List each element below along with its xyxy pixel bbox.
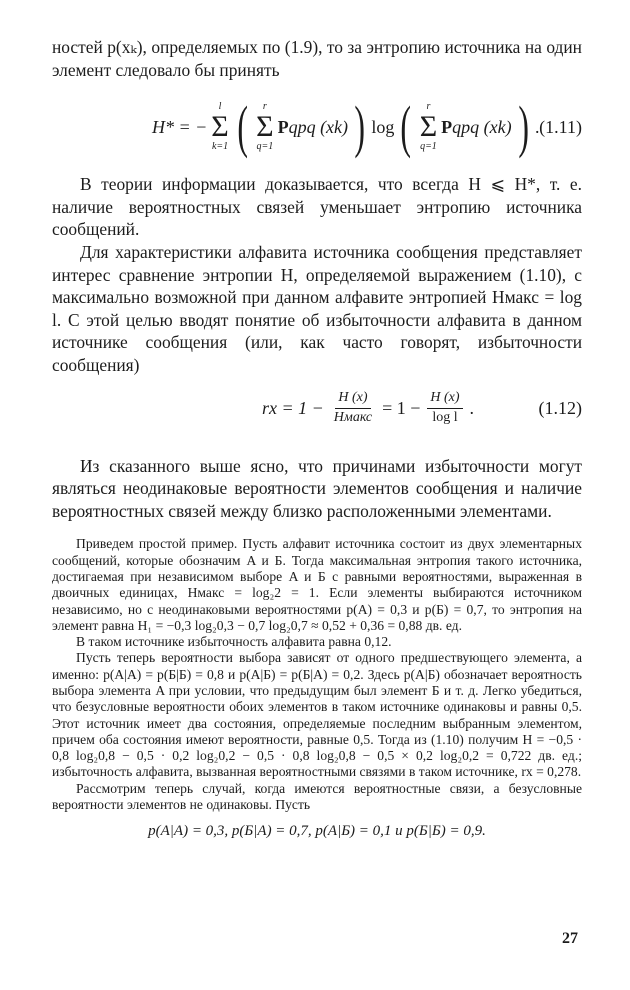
outer-sum-bottom: k=1 (211, 141, 229, 153)
paren-open: ( (400, 94, 412, 160)
formula-end: . (469, 398, 475, 419)
fraction-2 (427, 390, 462, 427)
term-2: Pqpq (xk) (441, 116, 512, 137)
example-paragraph-2: В таком источнике избыточность алфавита равна 0,12. (76, 634, 392, 650)
paren-close: ) (354, 94, 366, 160)
paren-close: ) (517, 94, 529, 160)
inner-sum-top: r (262, 101, 267, 113)
inner-sum-top: r (426, 101, 431, 113)
paragraph-entropy-inequality: В теории информации доказывается, что всегда H ⩽ H*, т. е. наличие вероятностных связей уменьшает энтропию источника сообщений. (52, 174, 582, 240)
page-number: 27 (562, 930, 578, 947)
example-block (52, 536, 582, 840)
equation-number: (1.12) (538, 398, 582, 419)
outer-sum (211, 102, 228, 152)
fraction-numerator: H (x) (335, 390, 370, 409)
formula-lhs: rx = 1 − (262, 398, 324, 419)
sigma-symbol: Σ (419, 110, 438, 144)
formula-1-11: H* = − l Σ k=1 ( r Σ q=1 Pqpq (xk) ) log ( r Σ q=1 Pqpq (xk) ) . (1.11) (152, 94, 582, 160)
fraction-numerator: H (x) (427, 390, 462, 409)
outer-sum-top: l (218, 101, 222, 113)
formula-1-12 (52, 377, 582, 441)
inner-sum-1 (256, 102, 273, 152)
probabilities-line: p(A|A) = 0,3, p(Б|A) = 0,7, p(A|Б) = 0,1 и p(Б|Б) = 0,9. (148, 823, 486, 840)
fraction-denominator: log l (432, 410, 458, 426)
page-content (52, 36, 582, 840)
fraction-1 (331, 390, 375, 427)
equation-number: (1.11) (539, 116, 582, 137)
sigma-symbol: Σ (256, 110, 274, 144)
formula-mid: = 1 − (382, 398, 421, 419)
fraction-denominator: Hмакс (333, 410, 373, 426)
log-label: log (371, 116, 395, 137)
term-1: Pqpq (xk) (277, 116, 349, 137)
formula-lhs: H* = − (152, 116, 208, 137)
inner-sum-bottom: q=1 (420, 141, 437, 153)
inner-sum-bottom: q=1 (256, 141, 274, 153)
example-paragraph-4: Рассмотрим теперь случай, когда имеются вероятностные связи, а безусловные вероятности элементов не одинаковы. Пусть (52, 780, 582, 813)
example-paragraph-3: Пусть теперь вероятности выбора зависят от одного предшествующего элемента, а именно: p(A|A) = p(Б|Б) = 0,8 и p(A|Б) = p(Б|A) = 0,2. Здесь p(A|Б) обозначает вероятность выбора элемента A при условии, что предыдущим был элемент Б и т. д. Легко убедиться, что безусловные вероятности обоих элементов в таком источнике одинаковы и равны 0,5. Этот источник имеет два состояния, определяемые последним выбранным элементом, причем оба состояния имеют вероятности, равные 0,5. Тогда из (1.10) получим H = −0,5 · 0,8 log₂0,8 − 0,5 · 0,2 log₂0,2 − 0,5 · 0,8 log₂0,8 − 0,5 × 0,2 log₂0,2 = 0,722 дв. ед.; избыточность алфавита, вызванная вероятностными связями в таком источнике, rx = 0,278. (52, 650, 582, 780)
paren-open: ( (237, 94, 248, 160)
paragraph-alphabet-redundancy: Для характеристики алфавита источника сообщения представляет интерес сравнение энтропии H, определяемой выражением (1.10), с максимально возможной при данном алфавите энтропией Hмакс = log l. С этой целью вводят понятие об избыточности алфавита в данном источнике сообщения (или, как часто говорят, избыточности сообщения) (52, 241, 582, 375)
paragraph-redundancy-causes: Из сказанного выше ясно, что причинами избыточности могут являться неодинаковые вероятности элементов сообщения и наличие вероятностных связей между близко расположенными элементами. (52, 455, 582, 521)
main-text (52, 36, 582, 522)
inner-sum-2 (420, 102, 437, 152)
sigma-symbol: Σ (211, 110, 229, 144)
paragraph-continuation: ностей p(xₖ), определяемых по (1.9), то за энтропию источника на один элемент следовало бы принять (52, 37, 582, 80)
example-paragraph-1: Приведем простой пример. Пусть алфавит источника состоит из двух элементарных сообщений, которые обозначим A и Б. Тогда максимальная энтропия такого источника, достигаемая при независимом выборе A и Б с равными вероятностями, выраженная в двоичных единицах, Hмакс = log₂2 = 1. Если элементы выбираются источником независимо, но с неодинаковыми вероятностями p(A) = 0,3 и p(Б) = 0,7, то энтропия на элемент равна H₁ = −0,3 log₂0,3 − 0,7 log₂0,7 ≈ 0,52 + 0,36 = 0,88 дв. ед. (52, 536, 582, 633)
